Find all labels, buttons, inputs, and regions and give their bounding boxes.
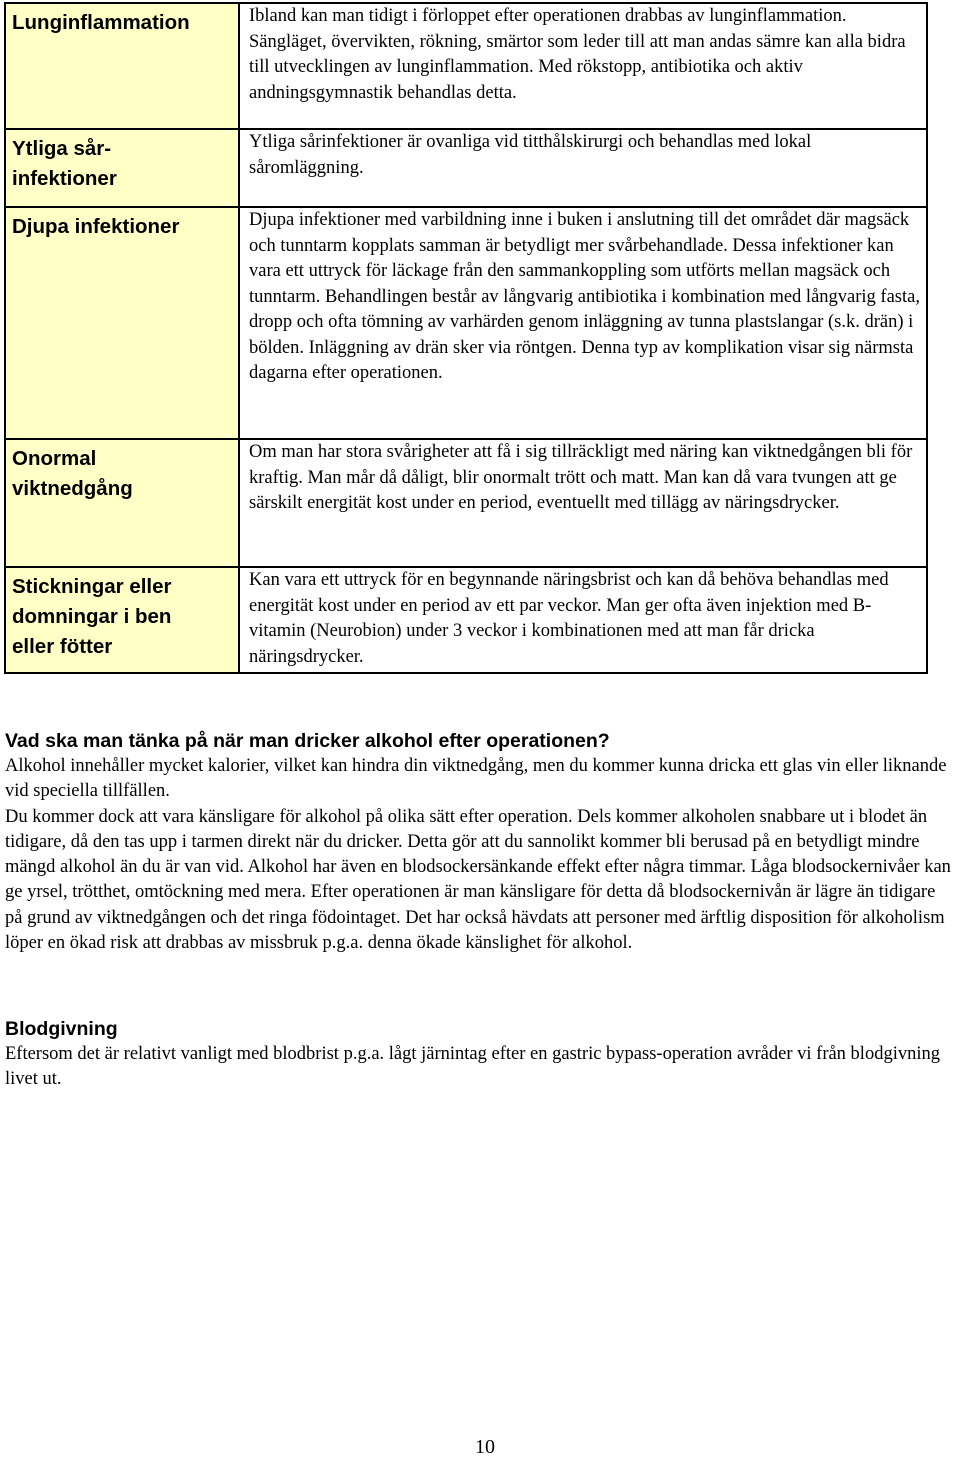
row-text-cell	[239, 3, 927, 129]
alcohol-paragraph-2: Du kommer dock att vara känsligare för alkohol på olika sätt efter operation. Dels kommer alkoholen snabbare ut i blodet än tidigare, då den tas upp i tarmen direkt när du dricker. Detta gör att du sannolikt kommer bli berusad på en betydligt mindre mängd alkohol än du är van vid. Alkohol har även en blodsockersänkande effekt efter några timmar. Låga blodsockernivåer kan ge yrsel, trötthet, omtöckning med mera. Efter operationen är man känsligare för detta då blodsockernivån är lägre än tidigare på grund av viktnedgången och det ringa födointaget. Det har också hävdats att personer med ärftlig disposition för alkoholism löper en ökad risk att drabbas av missbruk p.g.a. denna ökade känslighet för alkohol.	[5, 806, 951, 954]
blood-donation-section	[5, 1017, 957, 1093]
table-row	[5, 3, 927, 129]
row-label-cell	[5, 3, 239, 129]
row-text: Kan vara ett uttryck för en begynnande näringsbrist och kan då behöva behandlas med energität kost under en period av ett par veckor. Man ger ofta även injektion med B-vitamin (Neurobion) under 3 veckor i kombinationen med att man får dricka näringsdrycker.	[249, 570, 889, 667]
row-label-cell	[5, 207, 239, 439]
blood-donation-heading: Blodgivning	[5, 1018, 118, 1040]
row-label: Onormal viktnedgång	[12, 447, 133, 500]
blood-donation-paragraph: Eftersom det är relativt vanligt med blodbrist p.g.a. lågt järnintag efter en gastric bypass-operation avråder vi från blodgivning livet ut.	[5, 1044, 940, 1090]
row-text-cell	[239, 567, 927, 673]
row-label: Ytliga sår-infektioner	[12, 137, 117, 190]
table-row	[5, 207, 927, 439]
row-text: Om man har stora svårigheter att få i sig tillräckligt med näring kan viktnedgången bli för kraftig. Man mår då dåligt, blir onormalt trött och matt. Man kan då vara tvungen att ge särskilt energität kost under en period, eventuellt med tillägg av näringsdrycker.	[249, 442, 913, 513]
row-label-cell	[5, 567, 239, 673]
table-row	[5, 439, 927, 567]
row-label-cell	[5, 129, 239, 207]
row-text: Ibland kan man tidigt i förloppet efter operationen drabbas av lunginflammation. Sängläget, övervikten, rökning, smärtor som leder till att man andas sämre kan alla bidra till utvecklingen av lunginflammation. Med rökstopp, antibiotika och aktiv andningsgymnastik behandlas detta.	[249, 6, 906, 103]
alcohol-heading: Vad ska man tänka på när man dricker alkohol efter operationen?	[5, 730, 610, 752]
table-row	[5, 567, 927, 673]
row-label: Lunginflammation	[12, 11, 190, 34]
alcohol-paragraph-1: Alkohol innehåller mycket kalorier, vilket kan hindra din viktnedgång, men du kommer kunna dricka ett glas vin eller liknande vid speciella tillfällen.	[5, 756, 947, 802]
row-text-cell	[239, 129, 927, 207]
row-text: Ytliga sårinfektioner är ovanliga vid titthålskirurgi och behandlas med lokal såromläggning.	[249, 132, 812, 178]
row-text-cell	[239, 207, 927, 439]
complications-table	[4, 2, 928, 674]
row-label-cell	[5, 439, 239, 567]
row-label: Stickningar eller domningar i ben eller fötter	[12, 575, 172, 658]
alcohol-section	[5, 729, 957, 956]
row-text: Djupa infektioner med varbildning inne i buken i anslutning till det området där magsäck och tunntarm kopplats samman är betydligt mer svårbehandlade. Dessa infektioner kan vara ett uttryck för läckage från den sammankoppling som utförts mellan magsäck och tunntarm. Behandlingen består av långvarig antibiotika i kombination med långvarig fasta, dropp och ofta tömning av varhärden genom inläggning av tunna plastslangar (s.k. drän) i bölden. Inläggning av drän sker via röntgen. Denna typ av komplikation visar sig närmsta dagarna efter operationen.	[249, 210, 920, 383]
page-number: 10	[475, 1436, 495, 1458]
row-label: Djupa infektioner	[12, 215, 180, 238]
table-row	[5, 129, 927, 207]
row-text-cell	[239, 439, 927, 567]
